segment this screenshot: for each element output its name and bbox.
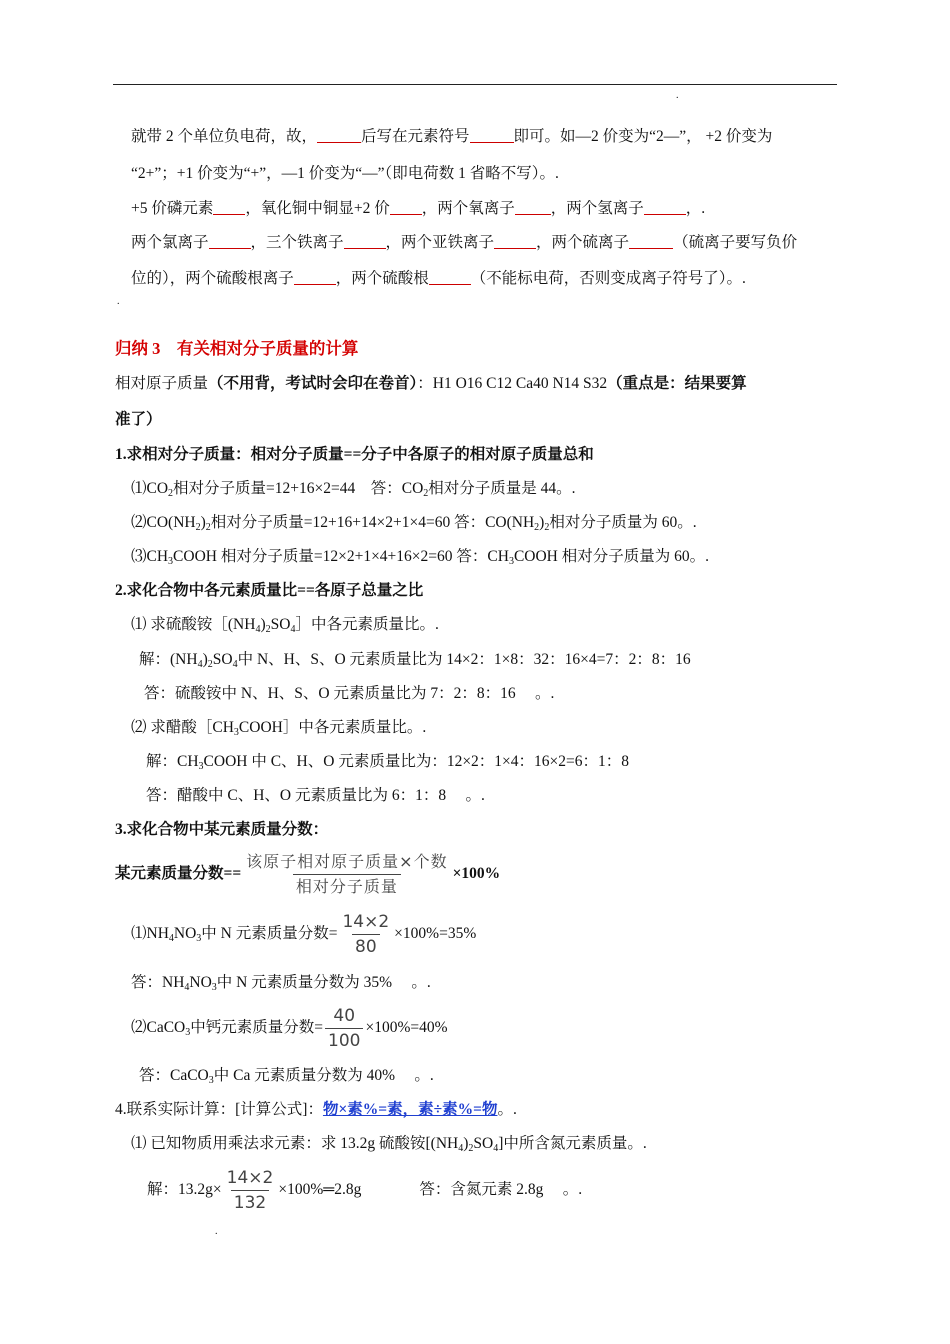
paragraph-mark: .: [215, 1226, 218, 1237]
q1-item-1: $⑴CO_2$相对分子质量=12+16×2=44 答：$CO_2$相对分子质量是 44。.: [131, 480, 576, 499]
answer-blank[interactable]: [213, 199, 245, 215]
q2-problem-1: ⑴ 求硫酸铵$[(NH_4)_2SO_4]$中各元素质量比。.: [131, 616, 439, 635]
q1-heading: 1.求相对分子质量：相对分子质量==分子中各原子的相对原子质量总和: [115, 446, 594, 463]
paragraph-mark: .: [117, 296, 120, 307]
answer-blank[interactable]: [644, 199, 686, 215]
solution-fraction: $\frac{14\times 2}{132}$: [226, 1168, 274, 1213]
q3-example-2: ⑵CaCO$_3$中钙元素质量分数= $\frac{40}{100}$ ×100%=40%: [131, 1006, 448, 1051]
q1-item-2: $⑵CO(NH_2)_2$相对分子质量=12+16+14×2+1×4=60 答：$CO(NH_2)_2$相对分子质量为 60。.: [131, 514, 697, 533]
charge-line-4: 两个氯离子 ，三个铁离子 ，两个亚铁离子 ，两个硫离子 （硫离子要写负价: [131, 234, 798, 251]
answer-blank[interactable]: [390, 199, 422, 215]
q4-heading: 4.联系实际计算：[计算公式]：物×素%=素，素÷素%=物。.: [115, 1101, 517, 1118]
answer-blank[interactable]: [429, 269, 471, 285]
charge-line-3: +5 价磷元素 ，氧化铜中铜显+2 价 ，两个氧离子 ，两个氢离子 ，.: [131, 200, 706, 217]
answer-blank[interactable]: [629, 233, 673, 249]
charge-line-5: 位的），两个硫酸根离子 ，两个硫酸根 （不能标电荷，否则变成离子符号了）。.: [131, 270, 746, 287]
q2-heading: 2.求化合物中各元素质量比==各原子总量之比: [115, 582, 424, 599]
q4-solution-1: 解：13.2g× $\frac{14\times 2}{132}$ ×100%═2.8g 答：含氮元素 2.8g 。.: [147, 1168, 583, 1213]
answer-blank[interactable]: [344, 233, 386, 249]
q4-problem-1: ⑴ 已知物质用乘法求元素：求 13.2g 硫酸铵$[(NH_4)_2SO_4]$中所含氮元素质量。.: [131, 1135, 647, 1154]
q2-answer-2: 答：醋酸中 C、H、O 元素质量比为 6：1：8 。.: [146, 787, 485, 804]
formula-link[interactable]: 物×素%=素，素÷素%=物: [322, 1101, 498, 1118]
formula-fraction: $\frac{\text{该原子相对原子质量×个数}}{\text{相对分子质量}}$: [246, 852, 448, 896]
q3-answer-1: 答：$NH_4NO_3$中 N 元素质量分数为 35% 。.: [131, 974, 431, 993]
q3-heading: 3.求化合物中某元素质量分数：: [115, 821, 329, 838]
answer-blank[interactable]: [470, 127, 514, 143]
q1-item-3: $⑶CH_3COOH$ 相对分子质量=12×2+1×4+16×2=60 答：$CH_3COOH$ 相对分子质量为 60。.: [131, 548, 709, 567]
q3-example-1: $⑴NH_4NO_3$中 N 元素质量分数= $\frac{14\times 2}{80}$ ×100%=35%: [131, 912, 477, 957]
header-rule: [113, 84, 837, 85]
answer-blank[interactable]: [209, 233, 251, 249]
charge-line-1: 就带 2 个单位负电荷，故， 后写在元素符号 即可。如—2 价变为“2—”， +2 价变为: [131, 128, 773, 145]
q3-formula: 某元素质量分数== $\frac{\text{该原子相对原子质量×个数}}{\text{相对分子质量}}$ ×100%: [115, 852, 501, 896]
answer-blank[interactable]: [317, 127, 361, 143]
section-intro-cont: 准了）: [115, 411, 162, 428]
example-1-fraction: $\frac{14\times 2}{80}$: [342, 912, 390, 957]
q2-solution-2: 解：$CH_3COOH$ 中 C、H、O 元素质量比为：12×2：1×4：16×2=6：1：8: [146, 753, 630, 772]
section-title: 归纳 3 有关相对分子质量的计算: [115, 339, 359, 358]
answer-blank[interactable]: [515, 199, 551, 215]
example-2-fraction: $\frac{40}{100}$: [325, 1006, 363, 1051]
q2-solution-1: 解：$(NH_4)_2SO_4$中 N、H、S、O 元素质量比为 14×2：1×8：32：16×4=7：2：8：16: [139, 651, 691, 670]
answer-blank[interactable]: [294, 269, 336, 285]
q2-problem-2: ⑵ 求醋酸$[CH_3COOH]$中各元素质量比。.: [131, 719, 427, 738]
section-intro: 相对原子质量（不用背，考试时会印在卷首）：H1 O16 C12 Ca40 N14 S32（重点是：结果要算: [115, 375, 747, 392]
header-mark: .: [676, 90, 679, 101]
answer-blank[interactable]: [494, 233, 536, 249]
charge-line-2: “2+”；+1 价变为“+”，—1 价变为“—”（即电荷数 1 省略不写）。.: [131, 165, 559, 182]
q3-answer-2: 答：CaCO$_3$中 Ca 元素质量分数为 40% 。.: [139, 1067, 434, 1086]
q2-answer-1: 答：硫酸铵中 N、H、S、O 元素质量比为 7：2：8：16 。.: [144, 685, 555, 702]
